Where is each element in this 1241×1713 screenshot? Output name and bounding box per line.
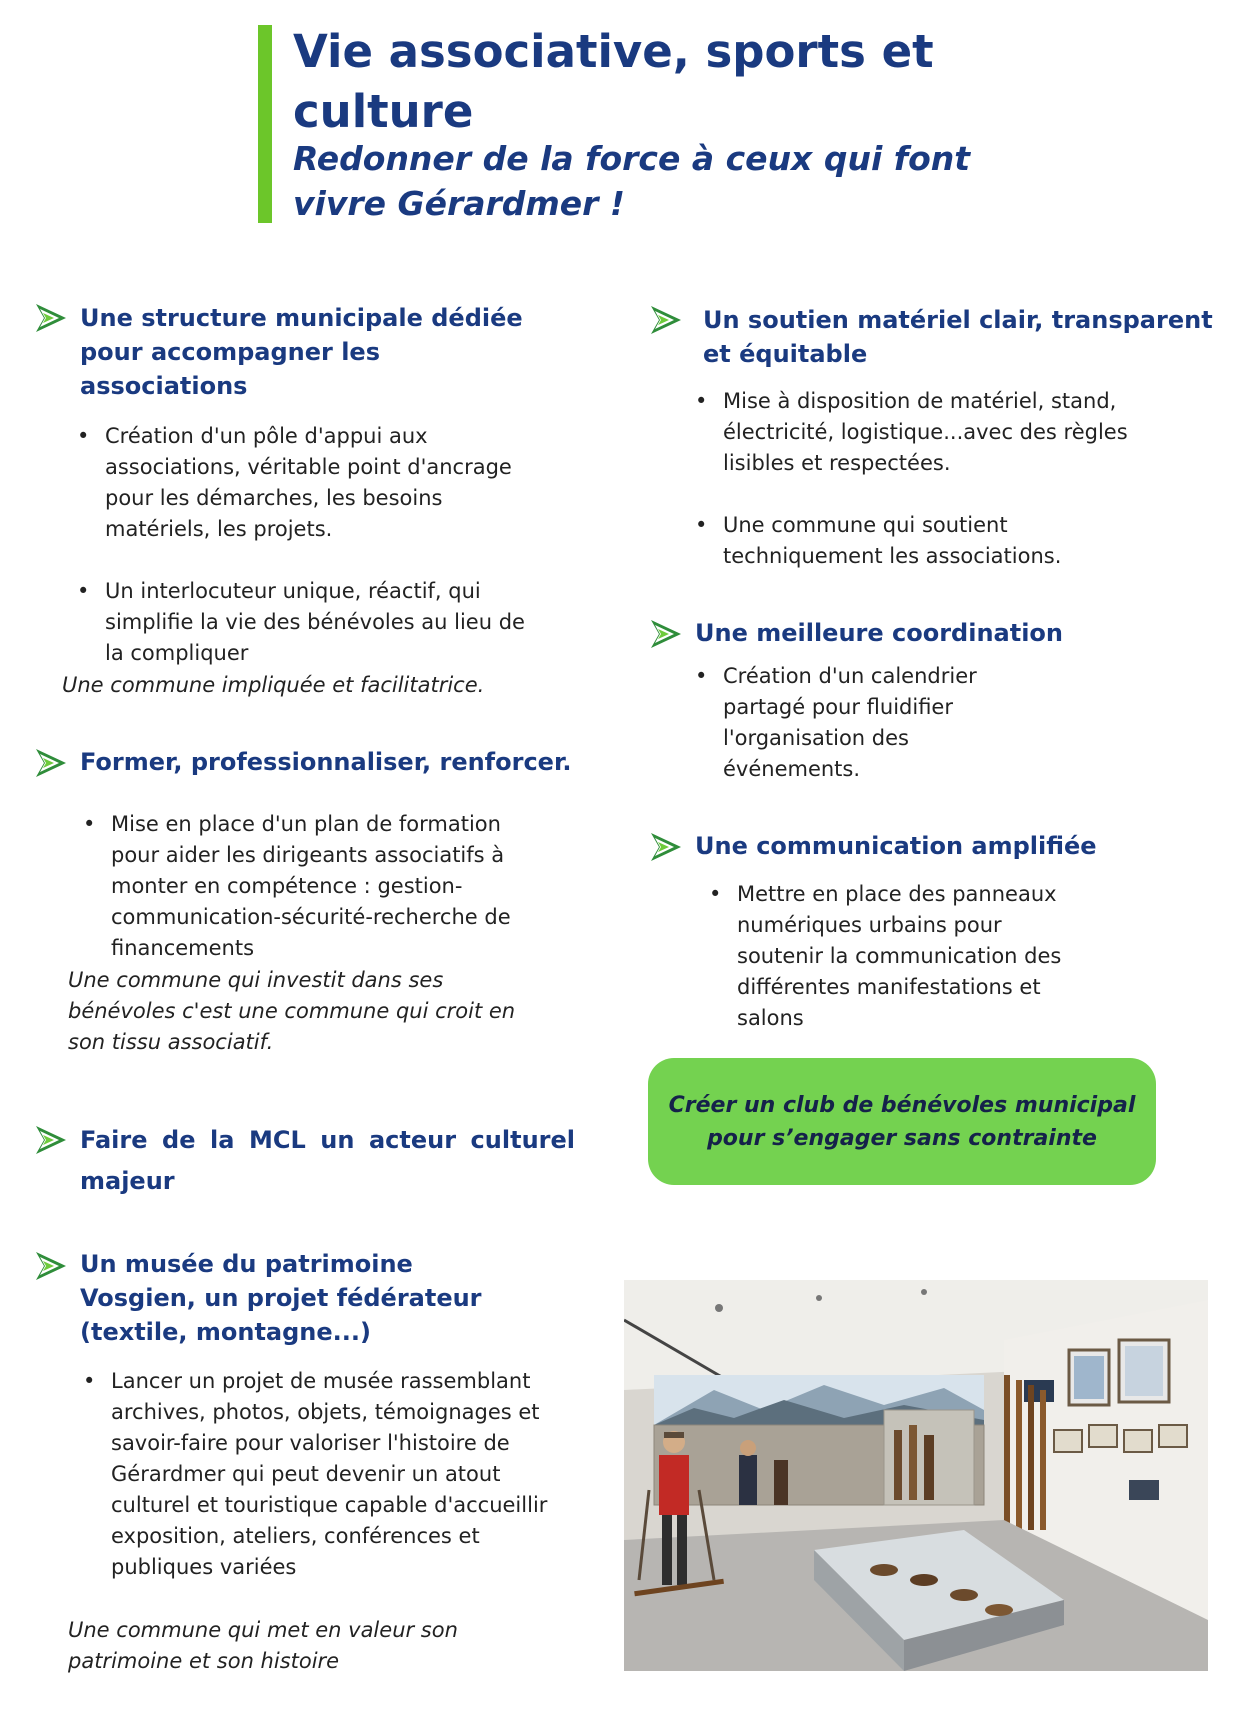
list-item: • Création d'un pôle d'appui aux associations, véritable point d'ancrage pour les démarches, les besoins matériels, les projets. (77, 421, 537, 545)
list-item: • Mise en place d'un plan de formation pour aider les dirigeants associatifs à monter en compétence : gestion-communication-sécurité-recherche de financements (83, 809, 543, 964)
arrow-bullet-icon (33, 1124, 69, 1156)
tagline-former: Une commune qui investit dans ses bénévoles c'est une commune qui croit en son tissu associatif. (68, 968, 516, 1054)
arrow-bullet-icon (648, 304, 684, 336)
list-item: • Création d'un calendrier partagé pour fluidifier l'organisation des événements. (695, 661, 985, 785)
bullet-list-structure (77, 421, 537, 669)
section-title-mcl: Faire de la MCL un acteur culturel majeur (80, 1126, 575, 1195)
title-accent-bar (258, 25, 272, 223)
bullet-list-coordination (695, 661, 985, 785)
tagline-musee: Une commune qui met en valeur son patrimoine et son histoire (68, 1618, 458, 1673)
list-item: • Mettre en place des panneaux numériques urbains pour soutenir la communication des différentes manifestations et salons (709, 879, 1089, 1034)
bullet-list-communication (709, 879, 1089, 1034)
page-title: Vie associative, sports et culture (293, 25, 934, 138)
arrow-bullet-icon (33, 1250, 69, 1282)
bullet-list-soutien (695, 386, 1145, 572)
page-subtitle: Redonner de la force à ceux qui font vivre Gérardmer ! (293, 139, 971, 223)
museum-photo (624, 1280, 1208, 1671)
list-item: • Un interlocuteur unique, réactif, qui simplifie la vie des bénévoles au lieu de la compliquer (77, 576, 537, 669)
section-title-soutien: Un soutien matériel clair, transparent et équitable (703, 306, 1213, 368)
callout-text: Créer un club de bénévoles municipal pour s’engager sans contrainte (668, 1092, 1136, 1151)
bullet-list-former (83, 809, 543, 964)
section-title-former: Former, professionnaliser, renforcer. (80, 748, 572, 776)
arrow-bullet-icon (33, 747, 69, 779)
list-item: • Mise à disposition de matériel, stand, électricité, logistique...avec des règles lisibles et respectées. (695, 386, 1145, 479)
arrow-bullet-icon (648, 618, 684, 650)
bullet-list-musee (83, 1366, 573, 1583)
section-title-coordination: Une meilleure coordination (695, 619, 1064, 647)
list-item: • Une commune qui soutient techniquement les associations. (695, 510, 1145, 572)
list-item: • Lancer un projet de musée rassemblant archives, photos, objets, témoignages et savoir-faire pour valoriser l'histoire de Gérardmer qui peut devenir un atout culturel et touristique capable d'accueillir exposition, ateliers, conférences et publiques variées (83, 1366, 573, 1583)
tagline-structure: Une commune impliquée et facilitatrice. (62, 673, 485, 697)
section-title-communication: Une communication amplifiée (695, 832, 1097, 860)
arrow-bullet-icon (33, 302, 69, 334)
section-title-structure: Une structure municipale dédiée pour accompagner les associations (80, 304, 523, 400)
section-title-musee: Un musée du patrimoine Vosgien, un projet fédérateur (textile, montagne...) (80, 1250, 482, 1346)
callout-box (648, 1058, 1156, 1185)
arrow-bullet-icon (648, 831, 684, 863)
